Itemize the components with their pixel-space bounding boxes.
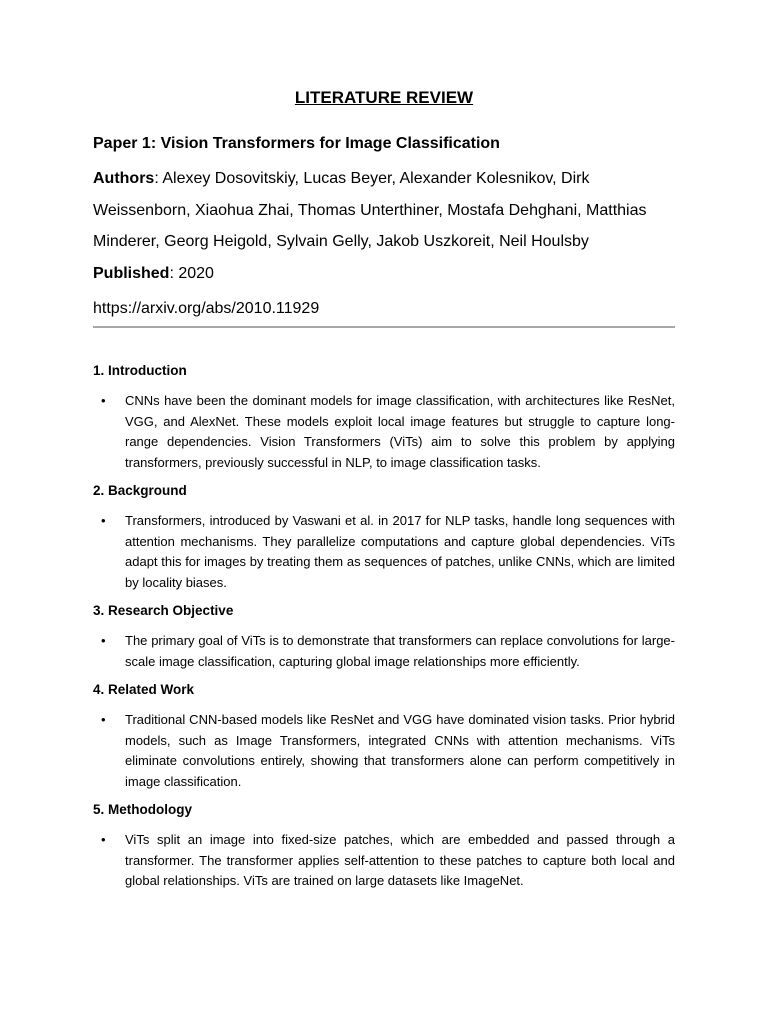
published-line xyxy=(93,258,675,289)
bullet-icon: • xyxy=(101,393,106,408)
bullet-item xyxy=(93,710,675,792)
bullet-icon: • xyxy=(101,513,106,528)
section-text: Traditional CNN-based models like ResNet and VGG have dominated vision tasks. Prior hybrid models, such as Image Transformers, integrated CNNs with attention mechanisms. ViTs eliminate convolutions entirely, showing that transformers alone can perform competitively in image classification. xyxy=(125,712,675,789)
section-text: ViTs split an image into fixed-size patches, which are embedded and passed through a transformer. The transformer applies self-attention to these patches to capture both local and global relationships. ViTs are trained on large datasets like ImageNet. xyxy=(125,832,675,888)
section-background xyxy=(93,481,675,593)
bullet-icon: • xyxy=(101,633,106,648)
paper-url-link[interactable]: https://arxiv.org/abs/2010.11929 xyxy=(93,300,320,317)
authors-list: : Alexey Dosovitskiy, Lucas Beyer, Alexander Kolesnikov, Dirk Weissenborn, Xiaohua Zhai, Thomas Unterthiner, Mostafa Dehghani, Matthias Minderer, Georg Heigold, Sylvain Gelly, Jakob Uszkoreit, Neil Houlsby xyxy=(93,170,647,250)
section-research-objective xyxy=(93,601,675,672)
document-title: LITERATURE REVIEW xyxy=(294,88,474,107)
paper-header xyxy=(93,132,675,289)
section-related-work xyxy=(93,680,675,792)
review-sections xyxy=(93,361,675,900)
bullet-item xyxy=(93,631,675,672)
bullet-icon: • xyxy=(101,712,106,727)
published-label: Published xyxy=(93,264,170,282)
published-year: : 2020 xyxy=(169,264,214,282)
section-text: The primary goal of ViTs is to demonstrate that transformers can replace convolutions for large-scale image classification, capturing global image relationships more efficiently. xyxy=(125,633,675,669)
section-introduction xyxy=(93,361,675,473)
horizontal-divider xyxy=(93,326,675,328)
section-text: Transformers, introduced by Vaswani et al. in 2017 for NLP tasks, handle long sequences with attention mechanisms. They parallelize computations and capture global dependencies. ViTs adapt this for images by treating them as sequences of patches, unlike CNNs, which are limited by locality biases. xyxy=(125,513,675,590)
section-heading: 3. Research Objective xyxy=(93,603,234,618)
authors-label: Authors xyxy=(93,170,155,187)
section-heading: 4. Related Work xyxy=(93,682,195,697)
bullet-icon: • xyxy=(101,832,106,847)
section-heading: 5. Methodology xyxy=(93,802,192,817)
section-heading: 2. Background xyxy=(93,483,187,498)
authors-line xyxy=(93,163,675,258)
section-methodology xyxy=(93,800,675,892)
section-heading: 1. Introduction xyxy=(93,363,187,378)
bullet-item xyxy=(93,830,675,892)
bullet-item xyxy=(93,391,675,473)
paper-title: Paper 1: Vision Transformers for Image Classification xyxy=(93,135,500,152)
section-text: CNNs have been the dominant models for image classification, with architectures like ResNet, VGG, and AlexNet. These models exploit local image features but struggle to capture long-range dependencies. Vision Transformers (ViTs) aim to solve this problem by applying transformers, previously successful in NLP, to image classification tasks. xyxy=(125,393,675,470)
bullet-item xyxy=(93,511,675,593)
